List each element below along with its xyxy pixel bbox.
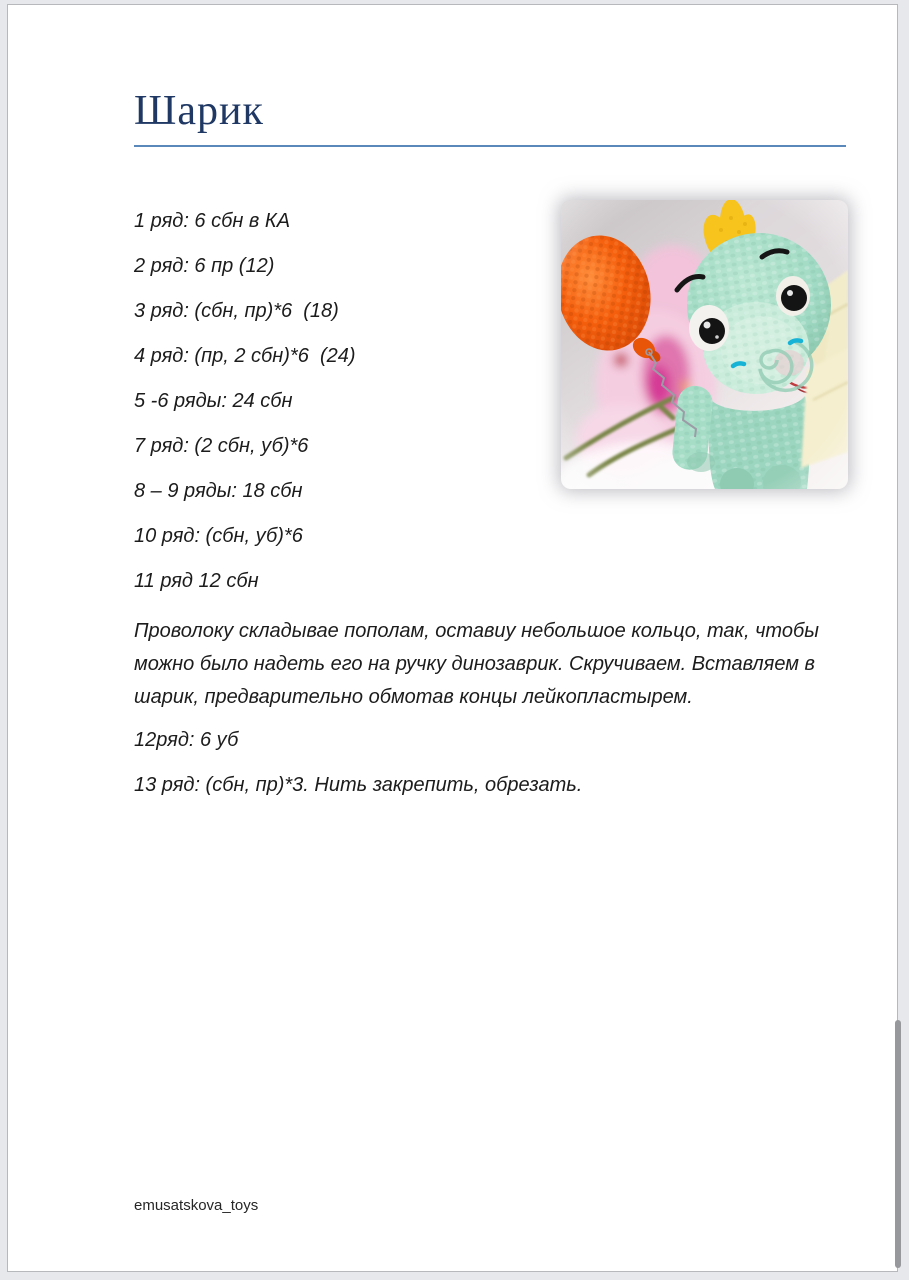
pattern-row-4: 4 ряд: (пр, 2 сбн)*6 (24)	[134, 345, 356, 367]
pattern-row-10: 10 ряд: (сбн, уб)*6	[134, 525, 303, 547]
watermark: emusatskova_toys	[134, 1197, 259, 1214]
toy-photo-illustration	[561, 200, 848, 489]
document-page	[7, 4, 898, 1272]
scrollbar-thumb[interactable]	[895, 1020, 901, 1268]
pattern-row-8-9: 8 – 9 ряды: 18 сбн	[134, 480, 303, 502]
pattern-row-13: 13 ряд: (сбн, пр)*3. Нить закрепить, обрезать.	[134, 774, 583, 796]
pattern-row-11: 11 ряд 12 сбн	[134, 570, 259, 592]
toy-photo	[561, 200, 848, 489]
pattern-final-rows	[134, 728, 846, 797]
page-title: Шарик	[134, 87, 846, 147]
pattern-row-12: 12ряд: 6 уб	[134, 729, 239, 751]
pattern-note: Проволоку складывае пополам, оставиу небольшое кольцо, так, чтобы можно было надеть его на ручку динозаврик. Скручиваем. Вставляем в шарик, предварительно обмотав концы лейкопластырем.	[134, 620, 819, 708]
pattern-row-7: 7 ряд: (2 сбн, уб)*6	[134, 435, 309, 457]
pattern-row-3: 3 ряд: (сбн, пр)*6 (18)	[134, 300, 339, 322]
pattern-row-2: 2 ряд: 6 пр (12)	[134, 255, 275, 277]
pattern-row-1: 1 ряд: 6 сбн в КА	[134, 210, 291, 232]
pattern-row-5-6: 5 -6 ряды: 24 сбн	[134, 390, 293, 412]
